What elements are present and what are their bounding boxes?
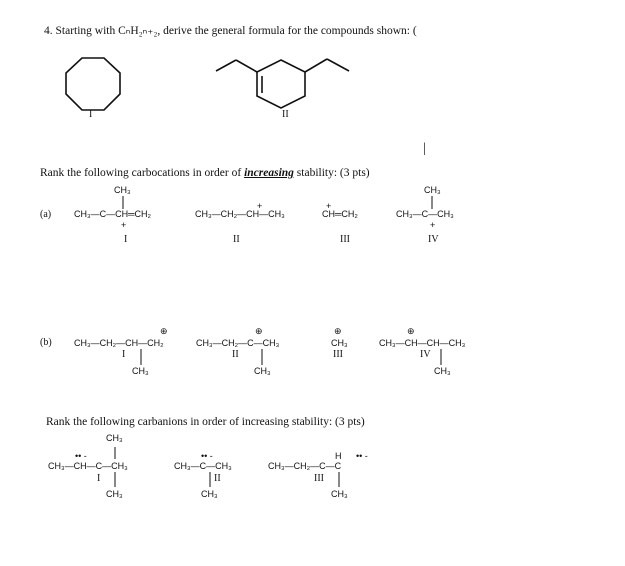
a4-number: IV bbox=[428, 234, 439, 245]
c3-formula: CH₃—CH₂—C—C bbox=[268, 461, 342, 471]
a1-formula: CH₃—C—CH═CH₂ bbox=[74, 209, 152, 219]
a4-plus: + bbox=[430, 220, 436, 230]
a2-number: II bbox=[233, 234, 240, 245]
a1-ch3-top: CH₃ bbox=[114, 185, 131, 195]
c2-ch3-bottom: CH₃ bbox=[201, 489, 218, 499]
c2-formula: CH₃—C—CH₃ bbox=[174, 461, 232, 471]
c2-charge: •• - bbox=[201, 451, 213, 461]
b4-ch3-bottom: CH₃ bbox=[434, 366, 451, 376]
c2-number: II bbox=[214, 473, 221, 484]
a2-plus: + bbox=[257, 201, 263, 211]
b1-plus: ⊕ bbox=[160, 326, 168, 336]
a2-formula: CH₃—CH₂—CH—CH₃ bbox=[195, 209, 285, 219]
a3-formula: CH═CH₂ bbox=[322, 209, 358, 219]
cursor-mark: | bbox=[423, 141, 426, 156]
question-4-text: 4. Starting with CₙH₂ₙ₊₂, derive the general formula for the compounds shown: ( bbox=[44, 25, 417, 37]
structure-label-i: I bbox=[89, 109, 93, 120]
a3-plus: + bbox=[326, 201, 332, 211]
b4-formula: CH₃—CH—CH—CH₃ bbox=[379, 338, 466, 348]
a1-plus: + bbox=[121, 220, 127, 230]
b3-formula: CH₃ bbox=[331, 338, 348, 348]
b2-ch3-bottom: CH₃ bbox=[254, 366, 271, 376]
b4-number: IV bbox=[420, 349, 431, 360]
carbocation-heading: Rank the following carbocations in order of increasing stability: (3 pts) bbox=[40, 167, 370, 179]
a4-formula: CH₃—C—CH₃ bbox=[396, 209, 454, 219]
c1-number: I bbox=[97, 473, 101, 484]
b2-number: II bbox=[232, 349, 239, 360]
part-a-label: (a) bbox=[40, 209, 52, 220]
cyclohexene-structure bbox=[216, 59, 349, 108]
c3-h: H bbox=[335, 451, 342, 461]
b1-formula: CH₃—CH₂—CH—CH₂ bbox=[74, 338, 164, 348]
b4-plus: ⊕ bbox=[407, 326, 415, 336]
b1-number: I bbox=[122, 349, 126, 360]
a3-number: III bbox=[340, 234, 350, 245]
b3-plus: ⊕ bbox=[334, 326, 342, 336]
c1-formula: CH₃—CH—C—CH₃ bbox=[48, 461, 128, 471]
b3-number: III bbox=[333, 349, 343, 360]
b2-formula: CH₃—CH₂—C—CH₃ bbox=[196, 338, 280, 348]
part-b-label: (b) bbox=[40, 337, 52, 348]
c3-charge: •• - bbox=[356, 451, 368, 461]
b2-plus: ⊕ bbox=[255, 326, 263, 336]
c3-number: III bbox=[314, 473, 324, 484]
cyclooctane-ring bbox=[66, 58, 120, 110]
c1-ch3-bottom: CH₃ bbox=[106, 489, 123, 499]
c1-ch3-top: CH₃ bbox=[106, 433, 123, 443]
carbanion-heading: Rank the following carbanions in order of increasing stability: (3 pts) bbox=[46, 416, 365, 428]
a4-ch3-top: CH₃ bbox=[424, 185, 441, 195]
structure-label-ii: II bbox=[282, 109, 289, 120]
c1-charge: •• - bbox=[75, 451, 87, 461]
c3-ch3-bottom: CH₃ bbox=[331, 489, 348, 499]
b1-ch3-bottom: CH₃ bbox=[132, 366, 149, 376]
a1-number: I bbox=[124, 234, 128, 245]
